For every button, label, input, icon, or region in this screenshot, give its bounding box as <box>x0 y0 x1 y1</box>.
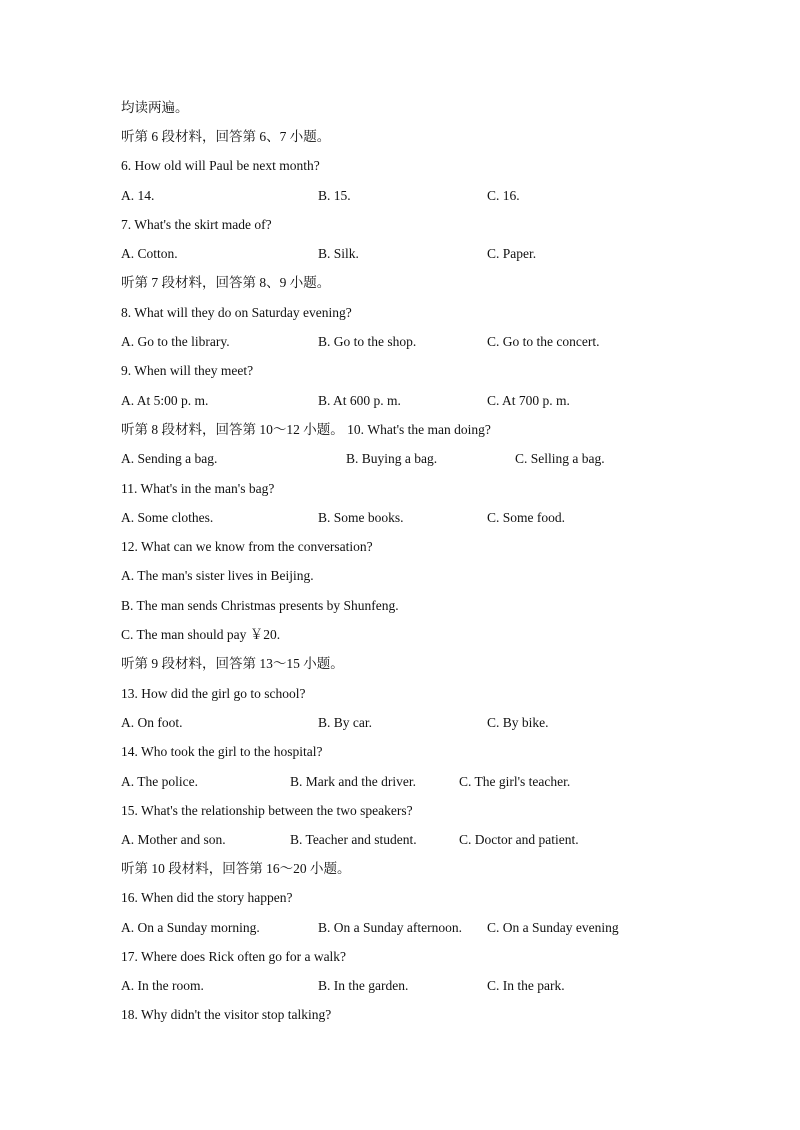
options-15 <box>121 831 721 849</box>
option-10c: C. Selling a bag. <box>515 451 605 466</box>
option-15b: B. Teacher and student. <box>290 832 417 847</box>
section-heading-6: 听第 6 段材料，回答第 6、7 小题。 <box>121 129 331 144</box>
options-7 <box>121 245 721 263</box>
option-15a: A. Mother and son. <box>121 832 226 847</box>
question-18: 18. Why didn't the visitor stop talking? <box>121 1007 332 1022</box>
question-12: 12. What can we know from the conversation? <box>121 539 373 554</box>
option-7a: A. Cotton. <box>121 246 178 261</box>
option-17b: B. In the garden. <box>318 978 409 993</box>
option-13c: C. By bike. <box>487 715 549 730</box>
option-8a: A. Go to the library. <box>121 334 230 349</box>
question-17: 17. Where does Rick often go for a walk? <box>121 949 347 964</box>
option-11b: B. Some books. <box>318 510 404 525</box>
question-9: 9. When will they meet? <box>121 363 254 378</box>
option-12b: B. The man sends Christmas presents by Shunfeng. <box>121 598 399 613</box>
option-13a: A. On foot. <box>121 715 183 730</box>
option-12c: C. The man should pay ￥20. <box>121 627 281 642</box>
option-6c: C. 16. <box>487 188 520 203</box>
section-heading-10: 听第 10 段材料，回答第 16～20 小题。 <box>121 861 351 876</box>
option-9b: B. At 600 p. m. <box>318 393 401 408</box>
question-8: 8. What will they do on Saturday evening? <box>121 305 352 320</box>
question-6: 6. How old will Paul be next month? <box>121 158 320 173</box>
options-16 <box>121 919 721 937</box>
option-10a: A. Sending a bag. <box>121 451 218 466</box>
options-8 <box>121 333 721 351</box>
option-8c: C. Go to the concert. <box>487 334 600 349</box>
question-7: 7. What's the skirt made of? <box>121 217 272 232</box>
question-11: 11. What's in the man's bag? <box>121 481 275 496</box>
option-6a: A. 14. <box>121 188 155 203</box>
option-7c: C. Paper. <box>487 246 537 261</box>
options-14 <box>121 773 721 791</box>
option-16b: B. On a Sunday afternoon. <box>318 920 462 935</box>
option-7b: B. Silk. <box>318 246 359 261</box>
options-6 <box>121 187 721 205</box>
question-13: 13. How did the girl go to school? <box>121 686 306 701</box>
option-14c: C. The girl's teacher. <box>459 774 571 789</box>
option-11a: A. Some clothes. <box>121 510 214 525</box>
option-15c: C. Doctor and patient. <box>459 832 579 847</box>
option-17a: A. In the room. <box>121 978 204 993</box>
question-16: 16. When did the story happen? <box>121 890 293 905</box>
section-heading-9: 听第 9 段材料，回答第 13～15 小题。 <box>121 656 344 671</box>
option-9c: C. At 700 p. m. <box>487 393 570 408</box>
option-14a: A. The police. <box>121 774 198 789</box>
question-15: 15. What's the relationship between the two speakers? <box>121 803 413 818</box>
instruction-line: 均读两遍。 <box>121 100 189 115</box>
option-16a: A. On a Sunday morning. <box>121 920 260 935</box>
section-heading-7: 听第 7 段材料，回答第 8、9 小题。 <box>121 275 331 290</box>
option-11c: C. Some food. <box>487 510 566 525</box>
option-16c: C. On a Sunday evening <box>487 920 619 935</box>
options-17 <box>121 977 721 995</box>
option-10b: B. Buying a bag. <box>346 451 438 466</box>
options-11 <box>121 509 721 527</box>
option-8b: B. Go to the shop. <box>318 334 417 349</box>
option-6b: B. 15. <box>318 188 351 203</box>
option-9a: A. At 5:00 p. m. <box>121 393 209 408</box>
option-17c: C. In the park. <box>487 978 565 993</box>
question-14: 14. Who took the girl to the hospital? <box>121 744 323 759</box>
option-14b: B. Mark and the driver. <box>290 774 416 789</box>
options-9 <box>121 392 721 410</box>
section-heading-8: 听第 8 段材料，回答第 10～12 小题。 10. What's the man doing? <box>121 422 491 437</box>
options-10 <box>121 450 721 468</box>
options-13 <box>121 714 721 732</box>
option-12a: A. The man's sister lives in Beijing. <box>121 568 314 583</box>
option-13b: B. By car. <box>318 715 372 730</box>
